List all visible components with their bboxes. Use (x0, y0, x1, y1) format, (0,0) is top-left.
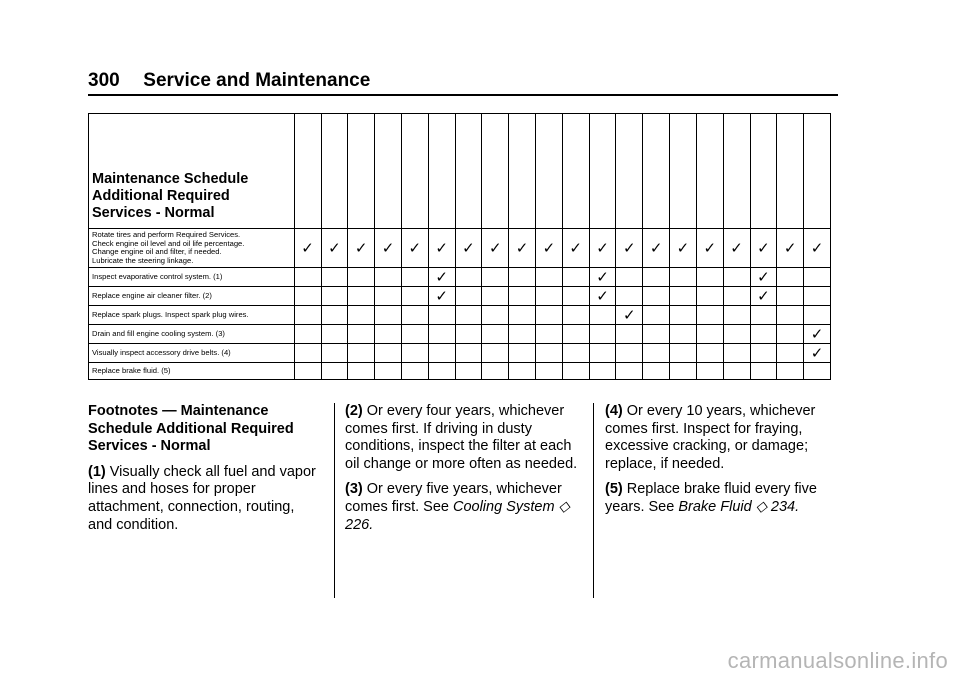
watermark: carmanualsonline.info (727, 648, 948, 673)
interval-cell (804, 363, 831, 380)
check-mark-icon: ✓ (435, 240, 448, 257)
interval-cell (804, 344, 831, 363)
column-divider (593, 403, 594, 598)
check-mark-icon: ✓ (435, 269, 448, 286)
interval-cell (482, 363, 509, 380)
interval-cell (643, 268, 670, 287)
check-mark-icon: ✓ (435, 288, 448, 305)
interval-cell (321, 344, 348, 363)
table-row (89, 325, 831, 344)
interval-cell (616, 325, 643, 344)
interval-cell (455, 229, 482, 268)
footnote-5 (605, 481, 831, 516)
interval-cell (482, 268, 509, 287)
interval-cell (643, 229, 670, 268)
table-title (89, 114, 295, 229)
footnote-1 (88, 464, 322, 534)
check-mark-icon: ✓ (542, 240, 556, 257)
interval-cell (750, 344, 777, 363)
interval-cell (777, 363, 804, 380)
table-row (89, 229, 831, 268)
interval-cell (643, 363, 670, 380)
interval-cell (509, 363, 536, 380)
check-mark-icon: ✓ (569, 240, 582, 257)
check-mark-icon: ✓ (810, 345, 824, 362)
interval-cell (294, 344, 321, 363)
interval-cell (616, 306, 643, 325)
footnote-2 (345, 403, 581, 473)
interval-cell (696, 229, 723, 268)
interval-cell (723, 363, 750, 380)
service-description: Replace engine air cleaner filter. (2) (89, 287, 295, 306)
table-header-row (89, 114, 831, 229)
check-mark-icon: ✓ (757, 288, 770, 305)
footnote-4 (605, 403, 831, 473)
interval-cell (428, 344, 455, 363)
interval-cell (696, 325, 723, 344)
interval-cell (562, 306, 589, 325)
table-title-line: Additional Required (92, 188, 230, 204)
interval-cell (482, 229, 509, 268)
interval-cell (375, 268, 402, 287)
cooling-system-link[interactable]: Cooling System (452, 498, 555, 515)
interval-column-header (482, 114, 509, 229)
footnote-text: Replace brake fluid every five years. See (605, 481, 817, 515)
interval-cell (777, 344, 804, 363)
check-mark-icon: ✓ (757, 240, 770, 257)
check-mark-icon: ✓ (676, 240, 690, 257)
page-reference: ◇ 226. (345, 498, 570, 533)
interval-cell (428, 268, 455, 287)
interval-cell (670, 287, 697, 306)
service-description: Drain and fill engine cooling system. (3) (89, 325, 295, 344)
interval-cell (696, 306, 723, 325)
interval-cell (562, 229, 589, 268)
interval-cell (455, 287, 482, 306)
interval-cell (723, 287, 750, 306)
interval-cell (804, 229, 831, 268)
interval-column-header (321, 114, 348, 229)
interval-cell (401, 268, 428, 287)
footnote-number: (2) (345, 403, 363, 419)
maintenance-schedule-table (88, 113, 831, 380)
interval-cell (696, 287, 723, 306)
interval-cell (482, 344, 509, 363)
interval-cell (401, 344, 428, 363)
interval-cell (348, 229, 375, 268)
interval-cell (321, 325, 348, 344)
interval-cell (643, 325, 670, 344)
interval-cell (616, 229, 643, 268)
interval-cell (723, 229, 750, 268)
interval-column-header (750, 114, 777, 229)
interval-cell (777, 287, 804, 306)
interval-cell (777, 325, 804, 344)
interval-cell (428, 229, 455, 268)
check-mark-icon: ✓ (354, 240, 368, 257)
interval-cell (723, 268, 750, 287)
interval-cell (294, 229, 321, 268)
interval-cell (562, 268, 589, 287)
interval-cell (348, 268, 375, 287)
service-description: Replace spark plugs. Inspect spark plug wires. (89, 306, 295, 325)
interval-cell (804, 306, 831, 325)
interval-column-header (401, 114, 428, 229)
interval-column-header (804, 114, 831, 229)
interval-cell (589, 306, 616, 325)
interval-cell (750, 229, 777, 268)
interval-cell (509, 325, 536, 344)
interval-cell (455, 344, 482, 363)
interval-cell (455, 325, 482, 344)
service-description: Rotate tires and perform Required Services. Check engine oil level and oil life percentage. Change engine oil and filter, if needed. Lubricate the steering linkage. (89, 229, 295, 268)
table-title-line: Maintenance Schedule (92, 171, 249, 187)
interval-cell (509, 344, 536, 363)
interval-cell (589, 268, 616, 287)
interval-cell (428, 325, 455, 344)
interval-cell (455, 268, 482, 287)
interval-cell (428, 363, 455, 380)
interval-cell (536, 268, 563, 287)
interval-cell (428, 306, 455, 325)
interval-cell (562, 363, 589, 380)
table-body (89, 229, 831, 380)
interval-cell (723, 325, 750, 344)
footnote-text: Visually check all fuel and vapor lines and hoses for proper attachment, connection, routing, and condition. (88, 463, 316, 533)
check-mark-icon: ✓ (649, 240, 663, 257)
footnote-number: (3) (345, 481, 363, 498)
interval-column-header (777, 114, 804, 229)
interval-cell (589, 287, 616, 306)
interval-cell (643, 344, 670, 363)
interval-cell (750, 287, 777, 306)
interval-cell (482, 325, 509, 344)
interval-cell (589, 344, 616, 363)
table-row (89, 306, 831, 325)
section-title: Service and Maintenance (143, 70, 371, 91)
interval-cell (536, 325, 563, 344)
interval-cell (294, 363, 321, 380)
interval-cell (804, 287, 831, 306)
interval-cell (401, 306, 428, 325)
check-mark-icon: ✓ (596, 269, 609, 286)
interval-cell (321, 268, 348, 287)
check-mark-icon: ✓ (301, 240, 314, 257)
check-mark-icon: ✓ (381, 240, 395, 257)
interval-cell (750, 363, 777, 380)
check-mark-icon: ✓ (515, 240, 529, 257)
interval-column-header (455, 114, 482, 229)
interval-cell (643, 287, 670, 306)
interval-cell (294, 268, 321, 287)
interval-cell (723, 306, 750, 325)
interval-cell (670, 229, 697, 268)
table-row (89, 344, 831, 363)
interval-cell (401, 229, 428, 268)
interval-cell (804, 325, 831, 344)
interval-cell (777, 268, 804, 287)
interval-cell (401, 287, 428, 306)
interval-column-header (562, 114, 589, 229)
interval-cell (616, 287, 643, 306)
interval-cell (643, 306, 670, 325)
interval-cell (294, 306, 321, 325)
interval-cell (670, 325, 697, 344)
interval-column-header (294, 114, 321, 229)
footnote-number: (1) (88, 463, 106, 480)
interval-column-header (509, 114, 536, 229)
interval-cell (670, 268, 697, 287)
interval-cell (482, 306, 509, 325)
footnote-number: (5) (605, 481, 623, 498)
interval-cell (804, 268, 831, 287)
page-reference: ◇ 234. (751, 498, 800, 515)
footnote-text: Or every 10 years, whichever comes first. Inspect for fraying, excessive cracking, or damage; replace, if needed. (605, 403, 816, 472)
interval-cell (670, 306, 697, 325)
interval-cell (509, 287, 536, 306)
interval-column-header (616, 114, 643, 229)
footnote-text: Or every five years, whichever comes first. See (345, 481, 562, 515)
interval-cell (509, 306, 536, 325)
interval-cell (509, 268, 536, 287)
interval-column-header (348, 114, 375, 229)
footnotes-heading: Footnotes — Maintenance Schedule Additional Required Services - Normal (88, 403, 294, 455)
interval-column-header (536, 114, 563, 229)
interval-cell (375, 287, 402, 306)
check-mark-icon: ✓ (488, 240, 502, 257)
interval-cell (589, 325, 616, 344)
footnote-text: Or every four years, whichever comes first. If driving in dusty conditions, inspect the filter at each oil change or more often as needed. (345, 403, 578, 472)
interval-cell (562, 344, 589, 363)
check-mark-icon: ✓ (596, 288, 609, 305)
interval-cell (348, 363, 375, 380)
interval-cell (616, 344, 643, 363)
interval-column-header (428, 114, 455, 229)
interval-cell (536, 306, 563, 325)
interval-cell (536, 363, 563, 380)
interval-cell (536, 287, 563, 306)
interval-cell (562, 287, 589, 306)
check-mark-icon: ✓ (408, 240, 422, 257)
footnotes-column-3 (605, 403, 831, 525)
interval-cell (321, 363, 348, 380)
interval-column-header (375, 114, 402, 229)
interval-cell (375, 306, 402, 325)
interval-cell (723, 344, 750, 363)
page-number: 300 (88, 70, 120, 91)
interval-cell (670, 344, 697, 363)
interval-cell (375, 344, 402, 363)
interval-cell (375, 325, 402, 344)
check-mark-icon: ✓ (783, 240, 797, 257)
table-row (89, 363, 831, 380)
service-description: Replace brake fluid. (5) (89, 363, 295, 380)
interval-cell (616, 363, 643, 380)
footnotes-column-1 (88, 403, 322, 542)
interval-cell (348, 344, 375, 363)
interval-cell (321, 287, 348, 306)
interval-cell (616, 268, 643, 287)
service-description: Visually inspect accessory drive belts. (4) (89, 344, 295, 363)
interval-cell (589, 363, 616, 380)
interval-cell (696, 344, 723, 363)
interval-column-header (723, 114, 750, 229)
interval-cell (294, 287, 321, 306)
check-mark-icon: ✓ (328, 240, 341, 257)
interval-cell (482, 287, 509, 306)
interval-cell (696, 363, 723, 380)
check-mark-icon: ✓ (757, 269, 770, 286)
interval-column-header (696, 114, 723, 229)
footnote-3 (345, 481, 581, 534)
interval-cell (562, 325, 589, 344)
footnote-number: (4) (605, 403, 623, 419)
interval-cell (455, 363, 482, 380)
interval-cell (321, 229, 348, 268)
interval-cell (750, 306, 777, 325)
interval-cell (348, 325, 375, 344)
table-row (89, 287, 831, 306)
interval-cell (696, 268, 723, 287)
interval-column-header (589, 114, 616, 229)
table-row (89, 268, 831, 287)
check-mark-icon: ✓ (730, 240, 743, 257)
check-mark-icon: ✓ (810, 326, 824, 343)
interval-cell (348, 287, 375, 306)
table-title-line: Services - Normal (92, 205, 215, 221)
interval-column-header (643, 114, 670, 229)
footnotes-section (88, 403, 828, 598)
interval-cell (777, 306, 804, 325)
interval-cell (455, 306, 482, 325)
interval-cell (348, 306, 375, 325)
column-divider (334, 403, 335, 598)
interval-cell (375, 229, 402, 268)
check-mark-icon: ✓ (703, 240, 717, 257)
interval-cell (536, 229, 563, 268)
interval-cell (321, 306, 348, 325)
brake-fluid-link[interactable]: Brake Fluid (678, 498, 752, 515)
interval-column-header (670, 114, 697, 229)
interval-cell (670, 363, 697, 380)
interval-cell (750, 268, 777, 287)
footnotes-column-2 (345, 403, 581, 542)
interval-cell (589, 229, 616, 268)
interval-cell (428, 287, 455, 306)
check-mark-icon: ✓ (623, 307, 636, 324)
service-description: Inspect evaporative control system. (1) (89, 268, 295, 287)
interval-cell (509, 229, 536, 268)
interval-cell (401, 325, 428, 344)
check-mark-icon: ✓ (623, 240, 636, 257)
check-mark-icon: ✓ (462, 240, 475, 257)
interval-cell (294, 325, 321, 344)
check-mark-icon: ✓ (596, 240, 609, 257)
page-header (88, 68, 838, 96)
check-mark-icon: ✓ (810, 240, 824, 257)
interval-cell (536, 344, 563, 363)
interval-cell (401, 363, 428, 380)
interval-cell (777, 229, 804, 268)
interval-cell (375, 363, 402, 380)
interval-cell (750, 325, 777, 344)
